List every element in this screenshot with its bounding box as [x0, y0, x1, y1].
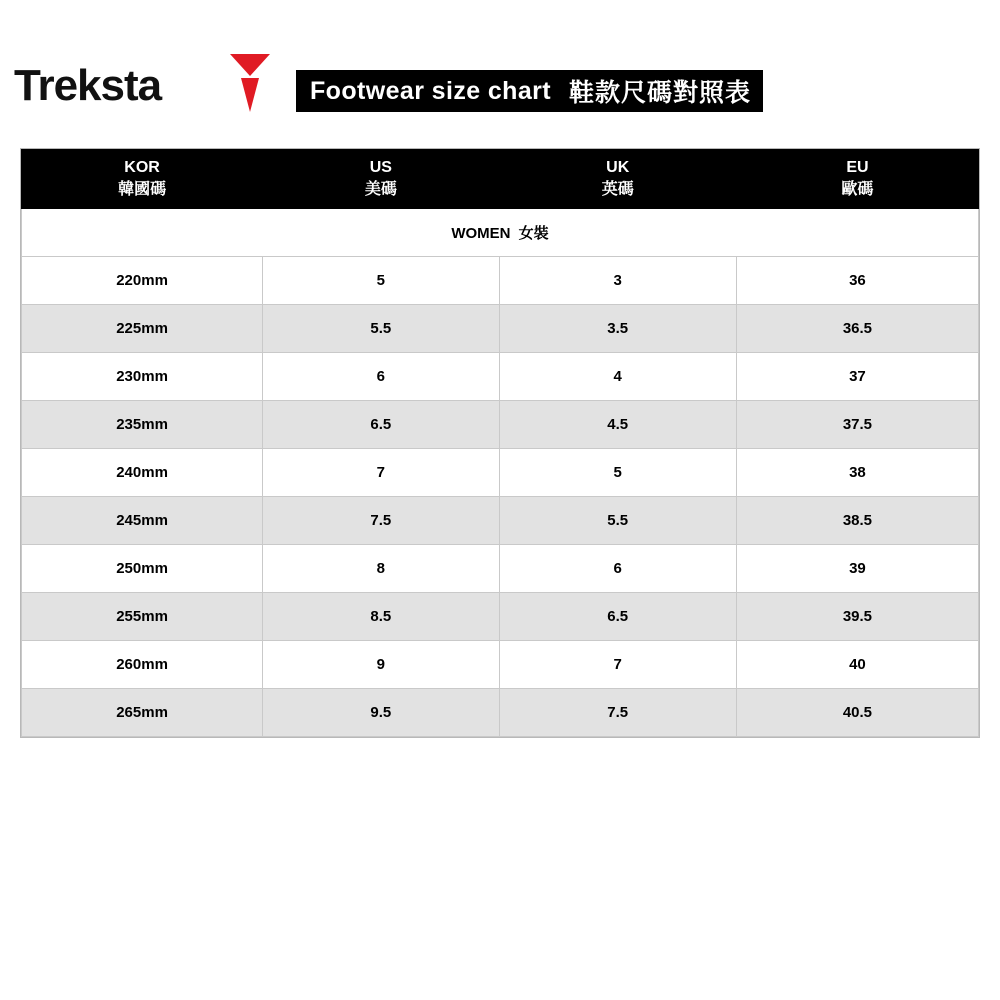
cell-us: 8.5: [263, 593, 499, 641]
cell-eu: 38: [736, 449, 978, 497]
column-header-uk: [499, 150, 736, 209]
brand-name: Treksta: [14, 61, 162, 110]
cell-eu: 36.5: [736, 305, 978, 353]
cell-us: 6: [263, 353, 499, 401]
table-row: [22, 401, 979, 449]
cell-uk: 7: [499, 641, 736, 689]
cell-kor: 225mm: [22, 305, 263, 353]
group-label-chinese: 女裝: [518, 225, 549, 242]
cell-us: 5: [263, 257, 499, 305]
table-row: [22, 497, 979, 545]
cell-us: 9: [263, 641, 499, 689]
table-row: [22, 593, 979, 641]
cell-kor: 230mm: [22, 353, 263, 401]
group-label-english: WOMEN: [451, 225, 511, 242]
column-header-eu-chinese: 歐碼: [841, 181, 874, 198]
column-header-us-chinese: 美碼: [364, 181, 397, 198]
column-header-kor-chinese: 韓國碼: [118, 181, 167, 198]
size-table: [21, 149, 979, 737]
cell-us: 5.5: [263, 305, 499, 353]
column-header-uk-chinese: 英碼: [601, 181, 634, 198]
table-row: [22, 305, 979, 353]
table-header-row: [22, 150, 979, 209]
table-row: [22, 641, 979, 689]
cell-uk: 6.5: [499, 593, 736, 641]
cell-kor: 265mm: [22, 689, 263, 737]
cell-eu: 39.5: [736, 593, 978, 641]
cell-eu: 40: [736, 641, 978, 689]
cell-kor: 245mm: [22, 497, 263, 545]
cell-eu: 37.5: [736, 401, 978, 449]
cell-uk: 5: [499, 449, 736, 497]
table-row: [22, 689, 979, 737]
cell-kor: 240mm: [22, 449, 263, 497]
column-header-us: [263, 150, 499, 209]
cell-uk: 6: [499, 545, 736, 593]
cell-kor: 235mm: [22, 401, 263, 449]
cell-eu: 37: [736, 353, 978, 401]
column-header-eu: [736, 150, 978, 209]
cell-uk: 3: [499, 257, 736, 305]
chart-title-bar: [296, 70, 763, 112]
column-header-eu-english: EU: [846, 159, 869, 177]
cell-kor: 220mm: [22, 257, 263, 305]
cell-uk: 5.5: [499, 497, 736, 545]
table-row: [22, 257, 979, 305]
cell-uk: 4: [499, 353, 736, 401]
brand-logo: [14, 58, 161, 114]
cell-us: 9.5: [263, 689, 499, 737]
cell-uk: 3.5: [499, 305, 736, 353]
table-row: [22, 545, 979, 593]
cell-eu: 39: [736, 545, 978, 593]
chart-title-chinese: 鞋款尺碼對照表: [569, 79, 752, 107]
column-header-us-english: US: [369, 159, 392, 177]
cell-us: 7: [263, 449, 499, 497]
cell-us: 7.5: [263, 497, 499, 545]
cell-us: 6.5: [263, 401, 499, 449]
cell-kor: 255mm: [22, 593, 263, 641]
cell-eu: 40.5: [736, 689, 978, 737]
cell-kor: 250mm: [22, 545, 263, 593]
column-header-kor: [22, 150, 263, 209]
document-header: [0, 50, 1000, 122]
size-table-body: [22, 257, 979, 737]
cell-us: 8: [263, 545, 499, 593]
treksta-arrow-mark-icon: [228, 52, 272, 114]
table-row: [22, 353, 979, 401]
size-table-container: [20, 148, 980, 738]
group-label-cell: [22, 209, 979, 257]
cell-uk: 4.5: [499, 401, 736, 449]
chart-title-english: Footwear size chart: [310, 76, 551, 105]
cell-uk: 7.5: [499, 689, 736, 737]
cell-eu: 38.5: [736, 497, 978, 545]
table-row: [22, 449, 979, 497]
table-group-row: [22, 209, 979, 257]
cell-kor: 260mm: [22, 641, 263, 689]
column-header-uk-english: UK: [606, 159, 630, 177]
column-header-kor-english: KOR: [124, 159, 160, 177]
cell-eu: 36: [736, 257, 978, 305]
